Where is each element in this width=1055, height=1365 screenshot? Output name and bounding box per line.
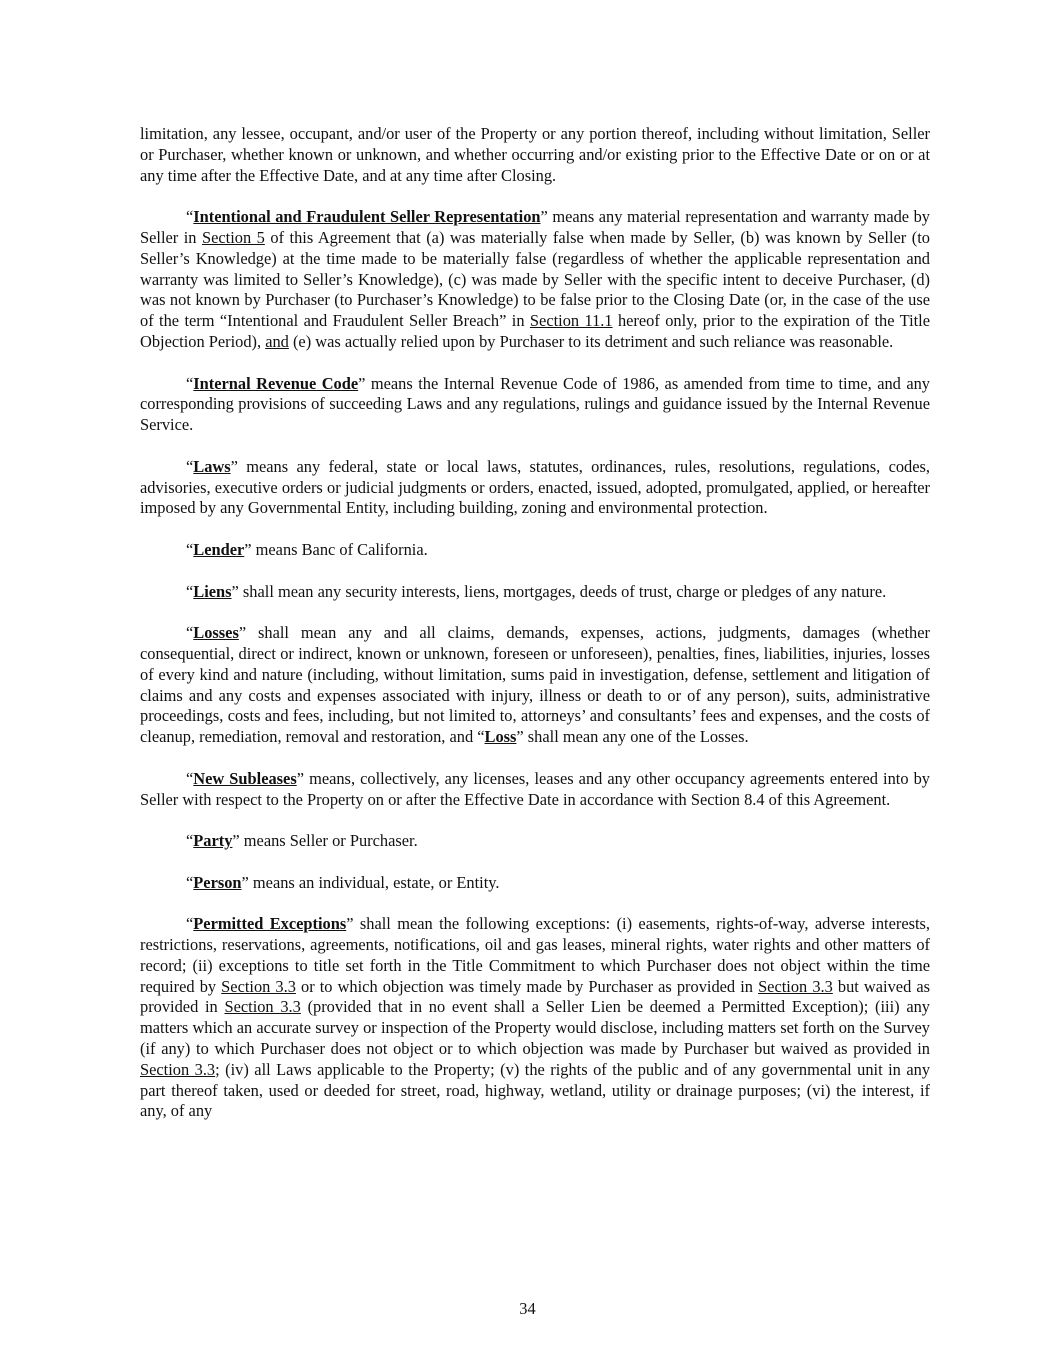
defined-term: Party [193,831,233,851]
definition-text: ” means any federal, state or local laws, statutes, ordinances, rules, resolutions, regulations, codes, advisories, executive orders or judicial judgments or orders, enacted, issued, adopted, promulgated, applied, or hereafter imposed by any Governmental Entity, including building, zoning and environmental protection. [140,456,930,518]
definition-laws [140,457,930,519]
definition-text: (e) was actually relied upon by Purchaser to its detriment and such reliance was reasonable. [288,331,894,351]
defined-term: Liens [193,581,232,601]
definition-intentional-fraudulent [140,207,930,353]
definition-text: ” means an individual, estate, or Entity. [241,872,500,892]
definition-party [140,831,930,852]
paragraph-continued: limitation, any lessee, occupant, and/or user of the Property or any portion thereof, including without limitation, Seller or Purchaser, whether known or unknown, and whether occurring and/or existing prior to the Effective Date or on or at any time after the Effective Date, and at any time after Closing. [140,124,930,185]
definition-text: of this Agreement that (a) was materially false when made by Seller, (b) was known by Seller (to Seller’s Knowledge) at the time made to be materially false (regardless of whether the applicable representation and warranty was limited to Seller’s Knowledge), (c) was made by Seller with the specific intent to deceive Purchaser, (d) was not known by Purchaser (to Purchaser’s Knowledge) to be false prior to the Closing Date (or, in the case of the use of the term “Intentional and Fraudulent Seller Breach” in [140,227,930,331]
definition-losses [140,623,930,748]
open-quote: “ [186,373,194,393]
definition-text: hereof only, prior to the expiration of the Title Objection Period), [140,311,931,351]
definition-text: ” means, collectively, any licenses, leases and any other occupancy agreements entered into by Seller with respect to the Property on or after the Effective Date in accordance with Section 8.4 of this Agreement. [140,768,931,809]
defined-term: Loss [484,727,517,747]
defined-term: Permitted Exceptions [193,914,347,934]
section-reference: Section 11.1 [529,311,613,331]
open-quote: “ [186,914,194,934]
definition-lender [140,540,930,561]
defined-term: Internal Revenue Code [193,373,359,393]
defined-term: New Subleases [193,768,297,788]
definition-permitted-exceptions [140,914,930,1122]
defined-term: Laws [193,456,231,476]
section-reference: Section 3.3 [140,1059,216,1079]
open-quote: “ [186,768,194,788]
definition-liens [140,582,930,603]
open-quote: “ [186,831,194,851]
section-reference: Section 3.3 [221,976,296,996]
defined-term: Intentional and Fraudulent Seller Representation [193,207,541,227]
defined-term: Losses [193,623,239,643]
section-reference: Section 3.3 [758,976,833,996]
document-page [140,124,930,1143]
open-quote: “ [186,872,194,892]
definition-text: ” shall mean any and all claims, demands, expenses, actions, judgments, damages (whether consequential, direct or indirect, known or unknown, foreseen or unforeseen), penalties, fines, liabilities, injuries, losses of every kind and nature (including, without limitation, sums paid in investigation, defense, settlement and litigation of claims and any costs and expenses associated with injury, illness or death to or of any person), suits, administrative proceedings, costs and fees, including, but not limited to, attorneys’ and consultants’ fees and expenses, and the costs of cleanup, remediation, removal and restoration, and “ [140,623,930,747]
definition-text: but waived as provided in [140,976,931,1017]
section-reference: Section 5 [202,227,265,247]
definition-text: ” shall mean any one of the Losses. [516,727,749,747]
open-quote: “ [186,539,194,559]
definition-text: ” means the Internal Revenue Code of 1986, as amended from time to time, and any corresponding provisions of succeeding Laws and any regulations, rulings and guidance issued by the Internal Revenue Service. [140,373,930,435]
definition-text: ” shall mean any security interests, liens, mortgages, deeds of trust, charge or pledges of any nature. [231,581,887,601]
definition-text: or to which objection was timely made by Purchaser as provided in [295,976,759,996]
definition-person [140,873,930,894]
defined-term: Person [193,872,242,892]
open-quote: “ [186,207,194,227]
definition-text: ; (iv) all Laws applicable to the Property; (v) the rights of the public and of any governmental unit in any part thereof taken, used or deeded for street, road, highway, wetland, utility or drainage purposes; (vi) the interest, if any, of any [140,1059,931,1121]
definition-new-subleases [140,769,930,811]
definition-text: ” means Banc of California. [244,539,428,559]
open-quote: “ [186,456,194,476]
definition-text: (provided that in no event shall a Seller Lien be deemed a Permitted Exception); (iii) any matters which an accurate survey or inspection of the Property would disclose, including matters set forth on the Survey (if any) to which Purchaser does not object or to which objection was made by Purchaser but waived as provided in [140,997,930,1059]
open-quote: “ [186,623,194,643]
definition-text: ” shall mean the following exceptions: (i) easements, rights-of-way, adverse interests, restrictions, reservations, agreements, notifications, oil and gas leases, mineral rights, water rights and other matters of record; (ii) exceptions to title set forth in the Title Commitment to which Purchaser does not object within the time required by [140,914,930,996]
definition-text: ” means any material representation and warranty made by Seller in [140,207,930,247]
underlined-word: and [265,331,289,351]
defined-term: Lender [193,539,245,559]
definition-internal-revenue-code [140,374,930,436]
section-reference: Section 3.3 [224,997,301,1017]
open-quote: “ [186,581,194,601]
definition-text: ” means Seller or Purchaser. [232,831,418,851]
page-number: 34 [519,1299,536,1318]
